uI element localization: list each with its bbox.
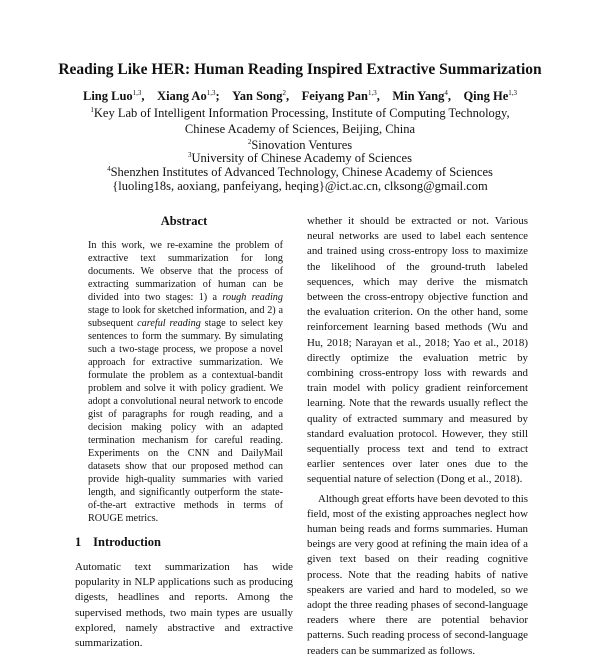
right-paragraph-2: Although great efforts have been devoted to this field, most of the existing approaches neglect how human being reads and forms summaries. Human beings are very good at refining the main idea of a given text based on their reading cognitive process. Note that the reading habits of native speakers are varied and hard to modeled, so we adopt the three reading phases of second-language readers where there are potential behavior patterns. Such reading process of second-language readers can be summarized as follows.	[307, 492, 528, 657]
abstract-emphasis: careful reading	[137, 318, 201, 329]
abstract-text: stage to look for sketched information, and 2) a subsequent	[88, 305, 283, 329]
affiliation-line	[0, 122, 600, 137]
section-heading-introduction	[75, 535, 293, 550]
abstract-text: In this work, we re-examine the problem of extractive text summarization for long documents. We observe that the process of extracting summarization of human can be divided into two stages: 1) a	[88, 240, 283, 303]
affiliation-line	[0, 165, 600, 180]
author-affiliation-marker: 1,3	[206, 89, 216, 97]
author-name: Min Yang	[392, 89, 445, 104]
right-paragraph-1: whether it should be extracted or not. Various neural networks are used to label each sentence and trained using cross-entropy loss to maximize the likelihood of the ground-truth labeled sequences, which may derive the mismatch between the cross-entropy objective function and the evaluation criterion. On the other hand, some reinforcement learning based methods (Wu and Hu, 2018; Narayan et al., 2018; Yao et al., 2018) directly optimize the evaluation metric by combining cross-entropy loss with rewards and train model with policy gradient reinforcement learning. Note that the rewards usually reflect the quality of extracted summary and measured by standard evaluation protocol. However, they still sequentially process text and tend to extract earlier sentences over later ones due to the sequential nature of selection (Dong et al., 2018).	[307, 215, 528, 486]
abstract-body	[88, 239, 283, 525]
author-separator: ;	[215, 89, 220, 104]
author-affiliation-marker: 1,3	[132, 89, 142, 97]
section-title: Introduction	[93, 535, 161, 549]
affiliation-marker: 1	[90, 106, 94, 114]
author-name: Feiyang Pan	[301, 89, 368, 104]
intro-paragraph: Automatic text summarization has wide popularity in NLP applications such as producing digests, headlines and reports. Among the supervised methods, two main types are usually explored, namely abstractive and extractive summarization.	[75, 561, 293, 650]
affiliation-marker: 2	[247, 138, 252, 146]
abstract-text: stage to select key sentences to form the summary. By simulating such a two-stage process, we propose a novel approach for extractive summarization. We formulate the problem as a contextual-bandit problem and solve it with policy gradient. We adopt a convolutional neural network to encode gist of paragraphs for rough reading, and a decision making policy with an adapted termination mechanism for careful reading. Experiments on the CNN and DailyMail datasets show that our proposed method can provide high-quality summaries with varied length, and significantly outperform the state-of-the-art extractive methods in terms of ROUGE metrics.	[88, 318, 283, 524]
affiliation-text: {luoling18s, aoxiang, panfeiyang, heqing}@ict.ac.cn, clksong@gmail.com	[112, 179, 488, 193]
affiliation-marker: 4	[107, 165, 111, 173]
affiliation-line	[0, 106, 600, 121]
author-separator: ,	[141, 89, 145, 104]
author-affiliation-marker: 4	[444, 89, 448, 97]
author-list	[0, 89, 600, 104]
author-affiliation-marker: 1,3	[508, 89, 517, 97]
affiliation-text: Key Lab of Intelligent Information Processing, Institute of Computing Technology,	[93, 106, 510, 121]
abstract-heading: Abstract	[160, 214, 208, 228]
author-name: Yan Song	[232, 89, 283, 104]
author-affiliation-marker: 2	[282, 89, 287, 97]
left-column	[75, 214, 293, 651]
affiliation-line	[0, 179, 600, 194]
paper-title: Reading Like HER: Human Reading Inspired Extractive Summarization	[58, 61, 542, 78]
author-name: Ling Luo	[82, 89, 133, 104]
affiliation-line	[0, 151, 600, 166]
section-number: 1	[75, 535, 82, 549]
author-separator: ,	[286, 89, 290, 104]
affiliation-marker: 3	[188, 151, 192, 159]
right-column	[307, 214, 528, 659]
abstract-emphasis: rough reading	[222, 292, 283, 303]
author-name: Qing He	[463, 89, 509, 104]
affiliation-text: Sinovation Ventures	[251, 138, 353, 153]
affiliation-text: Shenzhen Institutes of Advanced Technology, Chinese Academy of Sciences	[110, 165, 493, 180]
author-affiliation-marker: 1,3	[367, 89, 377, 97]
affiliation-text: University of Chinese Academy of Sciences	[191, 151, 412, 166]
author-name: Xiang Ao	[157, 89, 207, 104]
author-separator: ,	[447, 89, 451, 104]
affiliation-text: Chinese Academy of Sciences, Beijing, China	[184, 122, 416, 136]
author-separator: ,	[376, 89, 380, 104]
